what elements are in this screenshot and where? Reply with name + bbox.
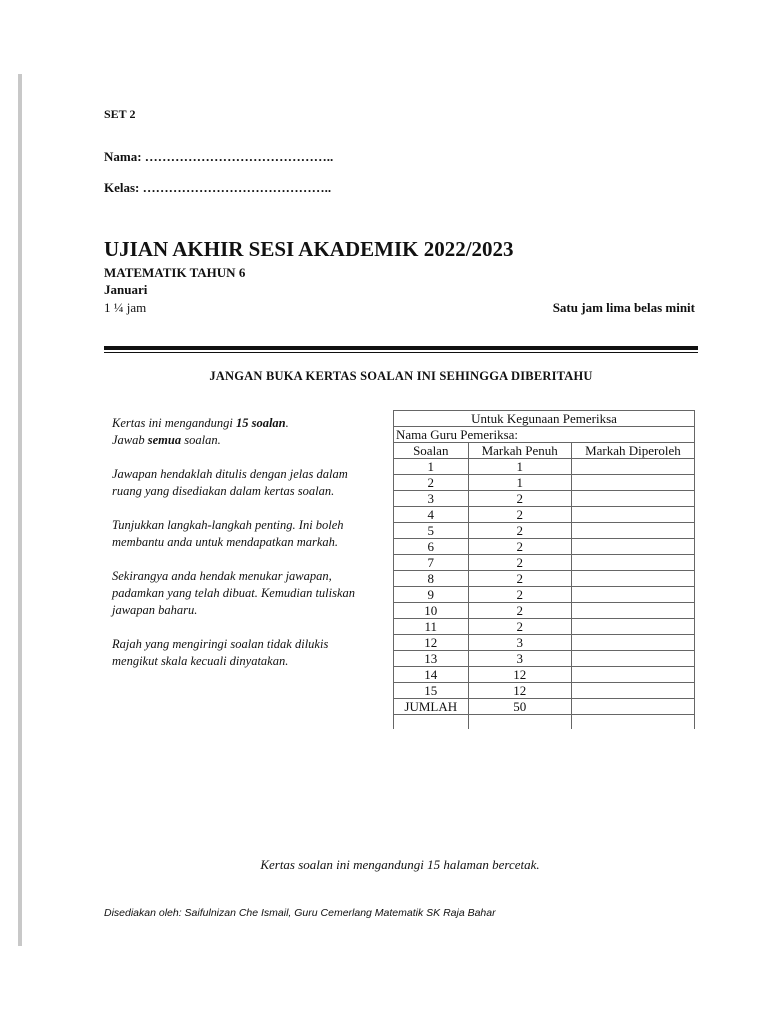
question-number-cell: 6 [394,539,469,555]
question-number-cell: 10 [394,603,469,619]
table-row [394,635,695,651]
instruction-1-bold2: semua [147,433,182,447]
instruction-1 [112,415,362,449]
exam-duration-words: Satu jam lima belas minit [552,300,695,315]
question-number-cell: 15 [394,683,469,699]
full-marks-cell: 2 [468,571,571,587]
instruction-1-text-d: soalan. [181,433,221,447]
full-marks-cell: 12 [468,667,571,683]
name-field: Nama: …………………………………….. [104,149,334,164]
set-label: SET 2 [104,107,136,121]
class-field: Kelas: …………………………………….. [104,180,332,195]
table-row [394,619,695,635]
full-marks-cell: 3 [468,651,571,667]
trailing-row [394,715,695,730]
table-row [394,523,695,539]
trailing-cell [468,715,571,730]
instruction-5: Rajah yang mengiringi soalan tidak dilukis mengikut skala kecuali dinyatakan. [112,637,329,668]
marks-obtained-cell [571,667,694,683]
marks-obtained-cell [571,635,694,651]
exam-subject: MATEMATIK TAHUN 6 [104,265,246,280]
instruction-2: Jawapan hendaklah ditulis dengan jelas dalam ruang yang disediakan dalam kertas soalan. [112,467,348,498]
table-row [394,603,695,619]
marks-obtained-cell [571,475,694,491]
table-row [394,667,695,683]
table-row [394,651,695,667]
full-marks-cell: 2 [468,587,571,603]
marks-obtained-cell [571,459,694,475]
exam-title: UJIAN AKHIR SESI AKADEMIK 2022/2023 [104,237,514,261]
question-number-cell: 14 [394,667,469,683]
marks-obtained-cell [571,539,694,555]
question-number-cell: 13 [394,651,469,667]
full-marks-cell: 2 [468,507,571,523]
instruction-1-text-b: . [285,416,289,430]
prepared-by: Disediakan oleh: Saifulnizan Che Ismail, Guru Cemerlang Matematik SK Raja Bahar [104,907,496,919]
divider-thin [104,352,698,353]
instruction-1-text-a: Kertas ini mengandungi [112,416,236,430]
warning-notice: JANGAN BUKA KERTAS SOALAN INI SEHINGGA DIBERITAHU [209,369,593,383]
question-number-cell: 2 [394,475,469,491]
marks-obtained-cell [571,507,694,523]
col-header-markah-penuh: Markah Penuh [468,443,571,459]
trailing-cell [394,715,469,730]
full-marks-cell: 2 [468,619,571,635]
total-obtained-cell [571,699,694,715]
question-number-cell: 5 [394,523,469,539]
instruction-3: Tunjukkan langkah-langkah penting. Ini boleh membantu anda untuk mendapatkan markah. [112,518,344,549]
full-marks-cell: 2 [468,491,571,507]
question-number-cell: 7 [394,555,469,571]
examiner-name-row [394,427,695,443]
examiner-name-label: Nama Guru Pemeriksa: [394,427,695,443]
col-header-soalan: Soalan [394,443,469,459]
question-number-cell: 9 [394,587,469,603]
marks-obtained-cell [571,491,694,507]
full-marks-cell: 2 [468,523,571,539]
table-row [394,539,695,555]
table-row [394,507,695,523]
col-header-markah-diperoleh: Markah Diperoleh [571,443,694,459]
table-row [394,587,695,603]
full-marks-cell: 2 [468,555,571,571]
table-row [394,571,695,587]
instructions [112,415,362,687]
full-marks-cell: 2 [468,603,571,619]
question-number-cell: 11 [394,619,469,635]
table-row [394,491,695,507]
table-row [394,555,695,571]
examiner-marks-table [393,410,695,729]
marks-obtained-cell [571,523,694,539]
question-number-cell: 3 [394,491,469,507]
trailing-cell [571,715,694,730]
full-marks-cell: 12 [468,683,571,699]
page-edge [18,74,22,946]
marks-obtained-cell [571,587,694,603]
table-heading: Untuk Kegunaan Pemeriksa [394,411,695,427]
total-value: 50 [468,699,571,715]
table-row [394,459,695,475]
instruction-1-bold: 15 soalan [235,416,286,430]
marks-obtained-cell [571,603,694,619]
marks-obtained-cell [571,619,694,635]
question-number-cell: 1 [394,459,469,475]
page-count-note: Kertas soalan ini mengandungi 15 halaman bercetak. [260,857,540,872]
question-number-cell: 8 [394,571,469,587]
question-number-cell: 12 [394,635,469,651]
full-marks-cell: 1 [468,459,571,475]
divider-thick [104,346,698,350]
marks-obtained-cell [571,683,694,699]
instruction-1-text-c: Jawab [112,433,148,447]
question-number-cell: 4 [394,507,469,523]
table-row [394,683,695,699]
full-marks-cell: 2 [468,539,571,555]
full-marks-cell: 3 [468,635,571,651]
total-label: JUMLAH [394,699,469,715]
marks-obtained-cell [571,555,694,571]
exam-month: Januari [104,282,148,297]
table-header-row [394,443,695,459]
marks-obtained-cell [571,651,694,667]
instruction-4: Sekirangya anda hendak menukar jawapan, padamkan yang telah dibuat. Kemudian tuliskan jawapan baharu. [112,569,356,617]
table-row [394,475,695,491]
marks-obtained-cell [571,571,694,587]
table-heading-row [394,411,695,427]
exam-duration: 1 ¼ jam [104,300,147,315]
total-row [394,699,695,715]
full-marks-cell: 1 [468,475,571,491]
